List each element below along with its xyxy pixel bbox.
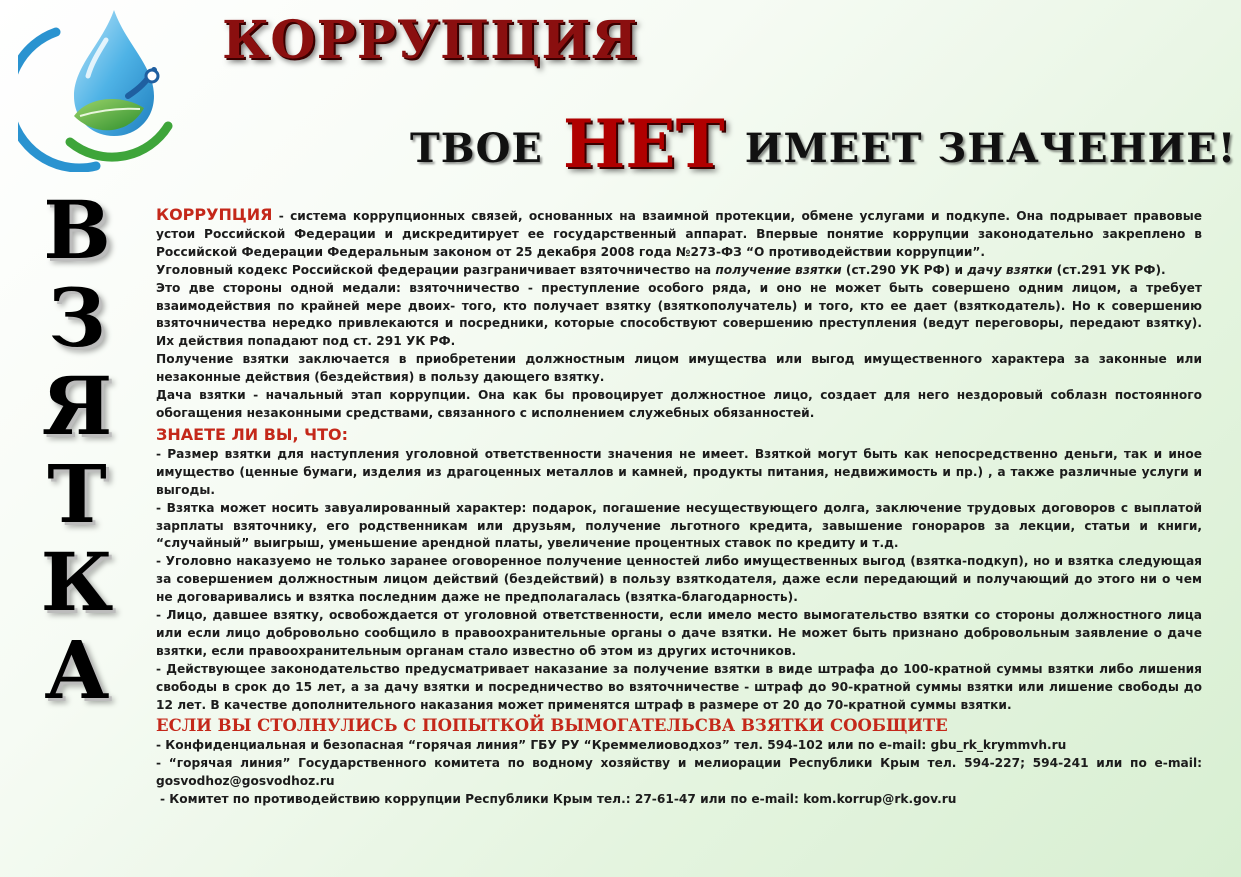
criminal-code-text: Уголовный кодекс Российской федерации разграничивает взяточничество на <box>156 262 716 277</box>
vertical-letter: В <box>43 183 111 277</box>
tagline-before: ТВОЕ <box>410 124 543 172</box>
paragraph: Получение взятки заключается в приобретении должностным лицом имущества или выгод имущественного характера за законные или незаконные действия (бездействия) в пользу дающего взятку. <box>156 352 1202 385</box>
vertical-letter: А <box>44 623 110 717</box>
vertical-word <box>22 183 132 717</box>
vertical-letter: Я <box>41 359 113 453</box>
know-item: - Действующее законодательство предусматривает наказание за получение взятки в виде штрафа до 100-кратной суммы взятки либо лишения свободы в срок до 15 лет, а за дачу взятки и посредничество во взяточничестве - штраф до 90-кратной суммы взятки или лишение свободы до 12 лет. В качестве дополнительного наказания может применятся штраф в размере от 20 до 70-кратной суммы взятки. <box>156 661 1202 712</box>
tagline <box>410 105 1237 188</box>
contact-item: - Комитет по противодействию коррупции Республики Крым тел.: 27-61-47 или по e-mail: kom.korrup@rk.gov.ru <box>160 792 957 807</box>
vertical-letter: З <box>48 271 106 365</box>
know-item: - Лицо, давшее взятку, освобождается от уголовной ответственности, если имело место вымогательство взятки со стороны должностного лица или если лицо добровольно сообщило в правоохранительные органы о даче взятки. Не может быть признано добровольным заявление о даче взятки, если правоохранительным органам стало известно об этом из других источников. <box>156 608 1202 658</box>
criminal-code-text: (ст.291 УК РФ). <box>1052 262 1166 277</box>
know-item: - Взятка может носить завуалированный характер: подарок, погашение несуществующего долга, заключение трудовых договоров с выплатой зарплаты взяточнику, его родственникам или друзьям, получение льготного кредита, завышение гонораров за лекции, статьи и книги, “случайный” выигрыш, уменьшение арендной платы, увеличение процентных ставок по кредиту и т.д. <box>156 500 1202 551</box>
know-item: - Уголовно наказуемо не только заранее оговоренное получение ценностей либо имущественных выгод (взятка-подкуп), но и взятка следующая за совершением должностным лицом действий (бездействий) в пользу взяткодателя, даже если передающий и получающий до этого ни о чем не договаривались и взятка последним даже не предполагалась (взятка-благодарность). <box>156 554 1202 605</box>
receive-bribe-term: получение взятки <box>715 262 842 277</box>
tagline-highlight: НЕТ <box>562 105 725 183</box>
definition-term: КОРРУПЦИЯ <box>156 205 273 224</box>
vertical-letter: К <box>40 535 114 629</box>
contact-item: - Конфиденциальная и безопасная “горячая линия” ГБУ РУ “Креммелиоводхоз” тел. 594-102 или по e-mail: gbu_rk_krymmvh.ru <box>156 738 1067 753</box>
main-text <box>156 206 1202 809</box>
give-bribe-term: дачу взятки <box>967 262 1053 277</box>
water-drop-leaf-logo <box>18 4 186 172</box>
know-item: - Размер взятки для наступления уголовной ответственности значения не имеет. Взяткой могут быть как непосредственно деньги, так и иное имущество (ценные бумаги, изделия из драгоценных металлов и камней, продукты питания, недвижимость и пр.) , а также различные услуги и выгоды. <box>156 446 1202 497</box>
paragraph: Дача взятки - начальный этап коррупции. Она как бы провоцирует должностное лицо, создает для него нездоровый соблазн постоянного обогащения незаконными средствами, связанного с исполнением служебных обязанностей. <box>156 388 1202 420</box>
contact-item: - “горячая линия” Государственного комитета по водному хозяйству и мелиорации Республики Крым тел. 594-227; 594-241 или по e-mail: gosvodhoz@gosvodhoz.ru <box>156 756 1202 789</box>
tagline-after: ИМЕЕТ ЗНАЧЕНИЕ! <box>744 124 1237 172</box>
page-title: КОРРУПЦИЯ <box>222 10 639 71</box>
criminal-code-text: (ст.290 УК РФ) и <box>841 262 968 277</box>
definition-text: - система коррупционных связей, основанных на взаимной протекции, обмене услугами и подкупе. Она подрывает правовые устои Российской Федерации и дискредитирует ее государственный аппарат. Впервые понятие коррупции законодательно закреплено в Российской Федерации Федеральным законом от 25 декабря 2008 года №273-ФЗ “О противодействии коррупции”. <box>156 209 1202 259</box>
vertical-letter: Т <box>47 447 107 541</box>
know-heading: ЗНАЕТЕ ЛИ ВЫ, ЧТО: <box>156 424 348 444</box>
definition-paragraph <box>156 206 1202 262</box>
criminal-code-paragraph <box>156 262 1202 280</box>
paragraph: Это две стороны одной медали: взяточничество - преступление особого ряда, и оно не может быть совершено одним лицом, а требует взаимодействия по крайней мере двоих- того, кто получает взятку (взяткополучатель) и того, кто ее дает (взяткодатель). Но к совершению взяточничества нередко привлекаются и посредники, которые способствуют совершению преступления (ведут переговоры, передают взятку). Их действия попадают под ст. 291 УК РФ. <box>156 280 1202 349</box>
report-heading: ЕСЛИ ВЫ СТОЛНУЛИСЬ С ПОПЫТКОЙ ВЫМОГАТЕЛЬСВА ВЗЯТКИ СООБЩИТЕ <box>156 716 948 736</box>
